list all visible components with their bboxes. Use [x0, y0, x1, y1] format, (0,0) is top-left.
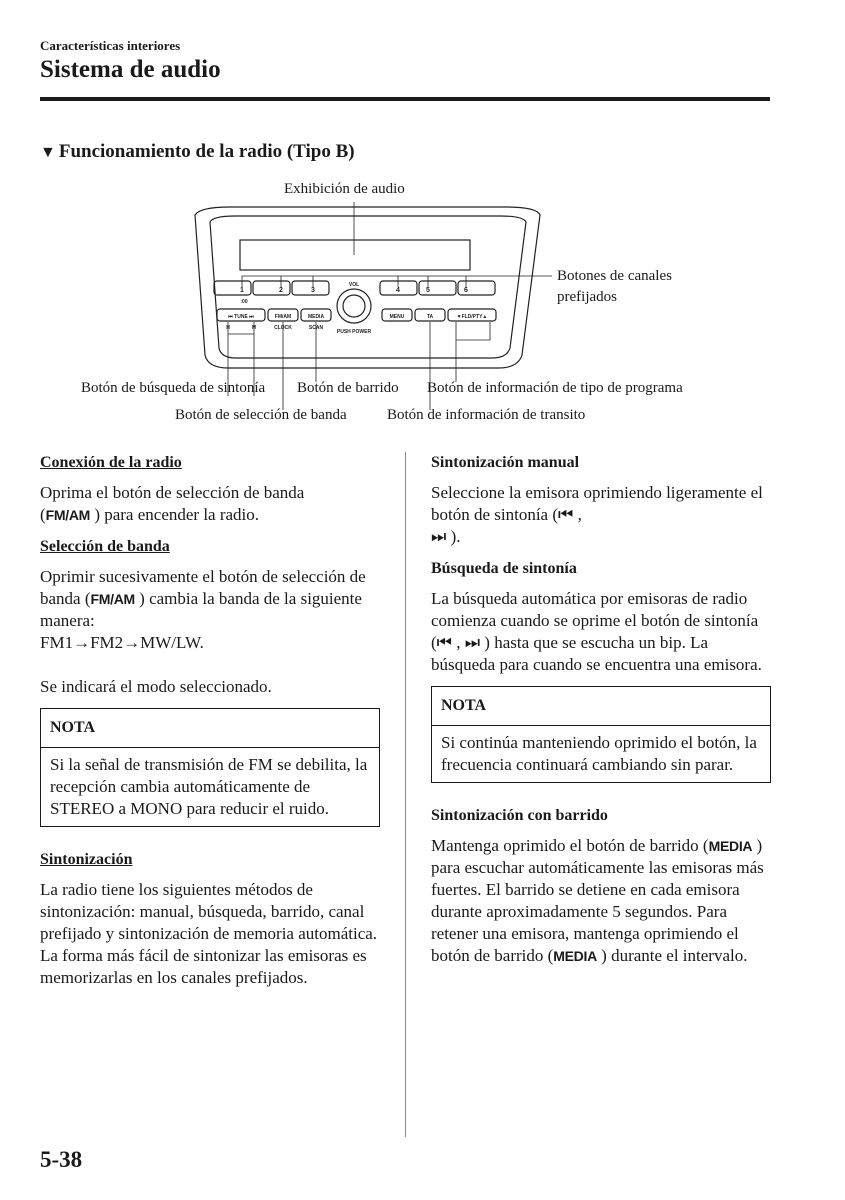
- title-rule: [40, 97, 770, 101]
- nota-box-right: [431, 686, 771, 783]
- conexion-text-1: Oprima el botón de selección de banda: [40, 483, 305, 502]
- nota-text-right: Si continúa manteniendo oprimido el botón, la frecuencia continuará cambiando sin parar.: [441, 733, 757, 774]
- seleccion-paragraph: [40, 566, 380, 654]
- ta-button: [415, 309, 445, 321]
- media-button-tag: MEDIA: [708, 838, 753, 854]
- barrido-text-3: ) durante el intervalo.: [596, 946, 748, 965]
- right-column: [431, 452, 771, 977]
- preset-button-6: [458, 281, 495, 295]
- busqueda-paragraph: [431, 588, 771, 676]
- preset-label-6: 6: [464, 287, 468, 294]
- manual-text-2: ).: [446, 527, 461, 546]
- seek-forward-icon-2: ⏭: [464, 633, 481, 652]
- fmam-label: FM/AM: [274, 314, 292, 320]
- subheading: [40, 141, 355, 163]
- label-audio-display: Exhibición de audio: [284, 181, 405, 197]
- preset-label-2: 2: [279, 287, 283, 294]
- seleccion-heading: Selección de banda: [40, 538, 170, 555]
- label-pty: Botón de información de tipo de programa: [427, 380, 683, 396]
- seleccion-note: Se indicará el modo seleccionado.: [40, 677, 272, 696]
- seleccion-text-1: Oprimir sucesivamente el botón de selección de banda (: [40, 567, 366, 608]
- volume-knob-outer: [337, 289, 371, 323]
- audio-display: [240, 240, 470, 270]
- busqueda-text-1: La búsqueda automática por emisoras de radio comienza cuando se oprime el botón de sintonía (: [431, 589, 759, 652]
- label-ta: Botón de información de transito: [387, 407, 586, 423]
- preset-label-5: 5: [426, 287, 430, 294]
- nota-title-right: NOTA: [432, 687, 770, 726]
- media-button-tag-2: MEDIA: [553, 948, 597, 964]
- leader-presets: [242, 276, 466, 287]
- preset-button-3: [292, 281, 329, 295]
- tune-label: ⏮ TUNE ⏭: [228, 314, 254, 320]
- barrido-text-1: Mantenga oprimido el botón de barrido (: [431, 836, 709, 855]
- seek-back-icon: ⏮: [558, 505, 574, 524]
- busqueda-sep: ,: [451, 633, 465, 652]
- nota-title: NOTA: [41, 709, 379, 748]
- left-column: [40, 452, 380, 999]
- tune-h-label: H: [226, 325, 230, 331]
- manual-heading: Sintonización manual: [431, 454, 580, 471]
- menu-label: MENU: [389, 314, 405, 320]
- clock-label: CLOCK: [274, 325, 292, 331]
- manual-sep: ,: [573, 505, 582, 524]
- volume-knob-inner: [343, 295, 365, 317]
- conexion-paragraph: [40, 482, 380, 526]
- nota-box-left: [40, 708, 380, 827]
- fld-label: ▼FLD/PTY▲: [456, 314, 488, 320]
- leader-pty: [456, 322, 490, 340]
- clock-mark: :00: [240, 299, 248, 305]
- media-label: MEDIA: [307, 314, 325, 320]
- conexion-paren: (: [40, 505, 46, 524]
- column-divider: [405, 452, 406, 1137]
- fld-pty-button: [448, 309, 496, 321]
- vol-label: VOL: [348, 282, 360, 288]
- label-preset-buttons-2: prefijados: [557, 289, 617, 305]
- fmam-button: [268, 309, 298, 321]
- seek-back-icon-2: ⏮: [436, 633, 452, 652]
- conexion-heading: Conexión de la radio: [40, 454, 182, 471]
- preset-button-5: [419, 281, 456, 295]
- ta-label: TA: [426, 314, 434, 320]
- busqueda-heading: Búsqueda de sintonía: [431, 560, 577, 577]
- barrido-paragraph: [431, 835, 771, 967]
- seek-forward-icon: ⏭: [431, 527, 447, 546]
- preset-button-1: [214, 281, 251, 295]
- scan-label: SCAN: [308, 325, 324, 331]
- busqueda-text-2: ) hasta que se escucha un bip. La búsqueda para cuando se encuentra una emisora.: [431, 633, 762, 674]
- label-band: Botón de selección de banda: [175, 407, 347, 423]
- sintonizacion-heading: Sintonización: [40, 851, 133, 868]
- fmam-button-tag: FM/AM: [45, 507, 91, 523]
- tune-button: [217, 309, 265, 321]
- label-scan: Botón de barrido: [297, 380, 399, 396]
- triangle-marker: ▼: [40, 144, 56, 161]
- media-button: [301, 309, 331, 321]
- page-number: 5-38: [40, 1147, 83, 1172]
- section-category: Características interiores: [40, 38, 181, 53]
- push-power-label: PUSH POWER: [336, 329, 372, 335]
- preset-button-4: [380, 281, 417, 295]
- conexion-text-2: ) para encender la radio.: [90, 505, 260, 524]
- label-preset-buttons-1: Botones de canales: [557, 268, 672, 284]
- preset-label-4: 4: [396, 287, 400, 294]
- label-seek: Botón de búsqueda de sintonía: [81, 380, 266, 396]
- barrido-text-2: ) para escuchar automáticamente las emisoras más fuertes. El barrido se detiene en cada emisora durante aproximadamente 5 segundos. Para retener una emisora, mantenga oprimiendo el botón de barrido (: [431, 836, 764, 965]
- barrido-heading: Sintonización con barrido: [431, 807, 608, 824]
- page-title: Sistema de audio: [40, 56, 221, 83]
- panel-outer-bezel: [195, 207, 540, 368]
- preset-button-2: [253, 281, 290, 295]
- preset-label-3: 3: [311, 287, 315, 294]
- sintonizacion-paragraph: La radio tiene los siguientes métodos de sintonización: manual, búsqueda, barrido, canal prefijado y sintonización de memoria automática. La forma más fácil de sintonizar las emisoras es memorizarlas en los canales prefijados.: [40, 880, 378, 987]
- subheading-text: Funcionamiento de la radio (Tipo B): [58, 141, 355, 162]
- preset-label-1: 1: [240, 287, 244, 294]
- panel-inner-bezel: [210, 216, 526, 358]
- manual-text-1: Seleccione la emisora oprimiendo ligeramente el botón de sintonía (: [431, 483, 763, 524]
- nota-text: Si la señal de transmisión de FM se debilita, la recepción cambia automáticamente de STEREO a MONO para reducir el ruido.: [50, 755, 368, 818]
- manual-paragraph: [431, 482, 771, 548]
- fmam-button-tag-2: FM/AM: [90, 591, 135, 607]
- tune-m-label: M: [251, 325, 257, 331]
- band-sequence: FM1→FM2→MW/LW.: [40, 633, 204, 652]
- menu-button: [382, 309, 412, 321]
- seleccion-text-2: ) cambia la banda de la siguiente manera:: [40, 589, 362, 630]
